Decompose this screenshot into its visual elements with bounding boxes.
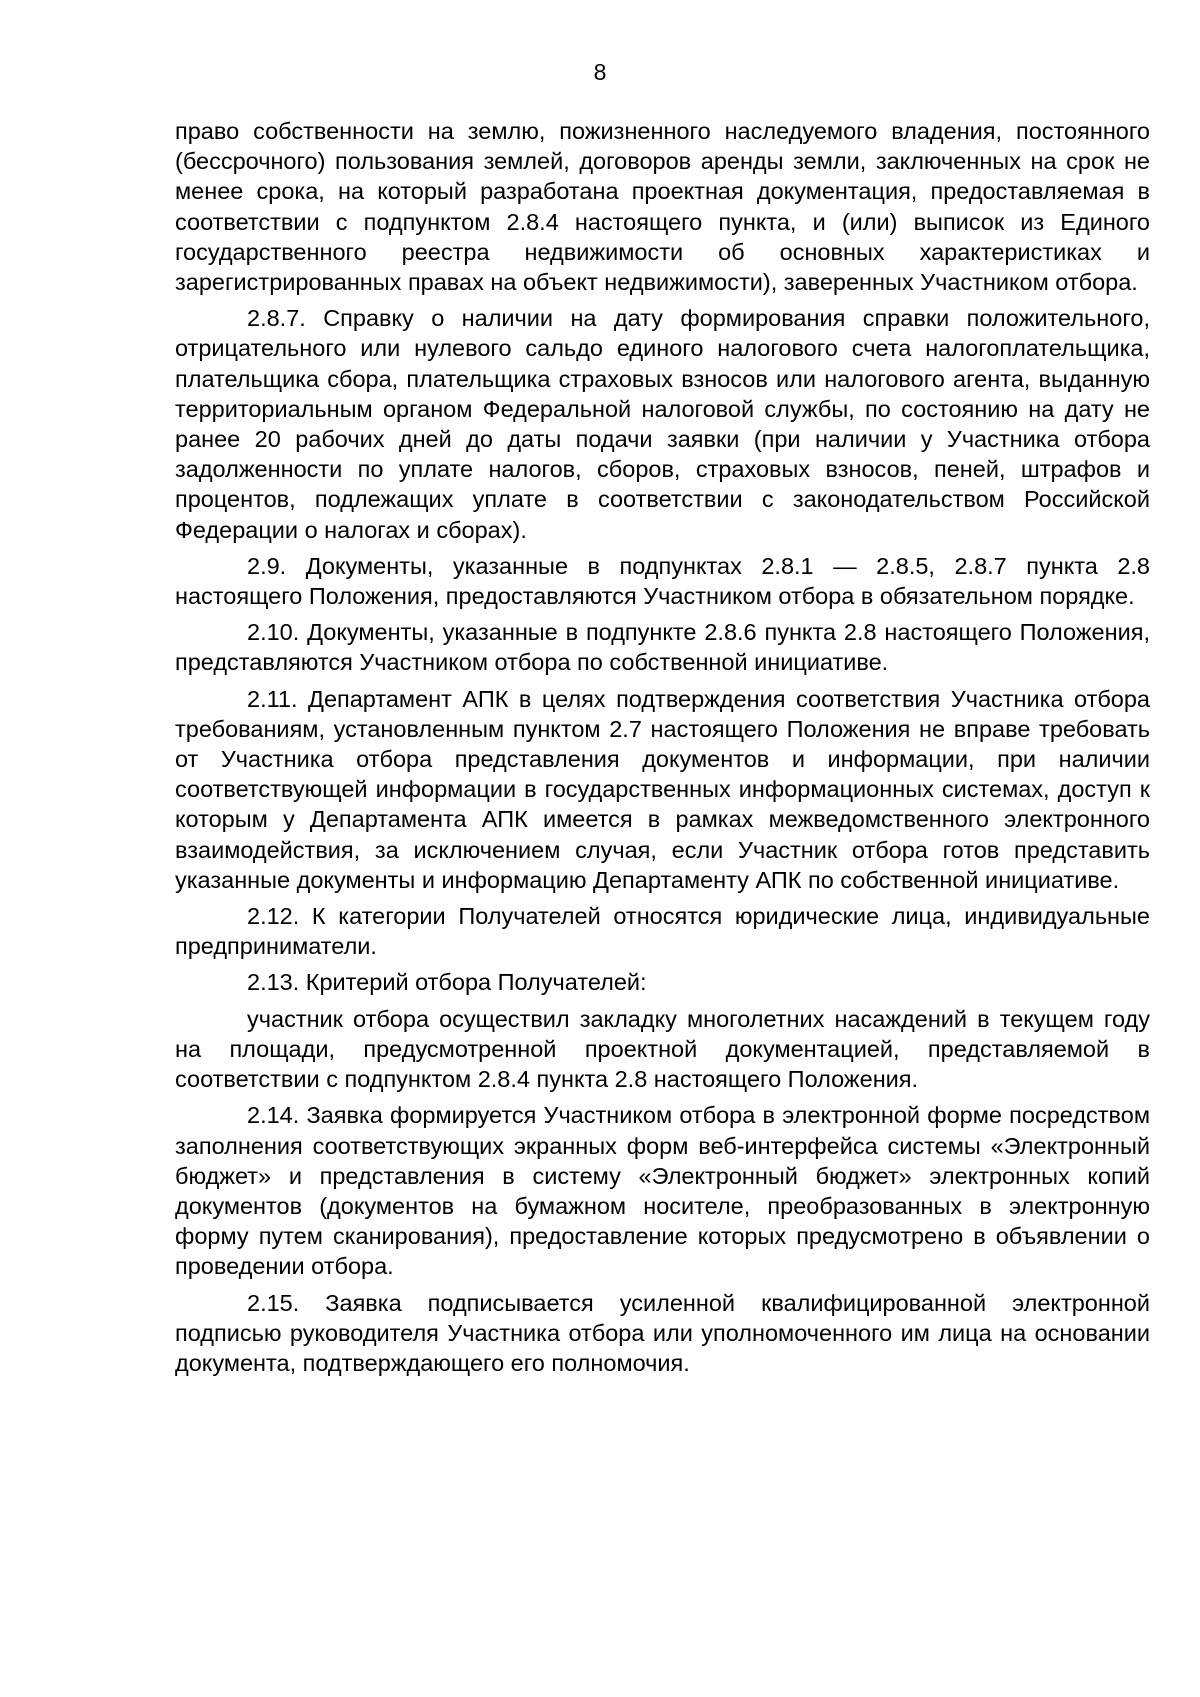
paragraph-2-9: 2.9. Документы, указанные в подпунктах 2.8.1 — 2.8.5, 2.8.7 пункта 2.8 настоящего Положения, предоставляются Участником отбора в обязательном порядке. bbox=[175, 552, 1150, 610]
paragraph-2-11: 2.11. Департамент АПК в целях подтверждения соответствия Участника отбора требованиям, установленным пунктом 2.7 настоящего Положения не вправе требовать от Участника отбора представления документов и информации, при наличии соответствующей информации в государственных информационных системах, доступ к которым у Департамента АПК имеется в рамках межведомственного электронного взаимодействия, за исключением случая, если Участник отбора готов представить указанные документы и информацию Департаменту АПК по собственной инициативе. bbox=[175, 685, 1150, 893]
paragraph-2-15: 2.15. Заявка подписывается усиленной квалифицированной электронной подписью руководителя Участника отбора или уполномоченного им лица на основании документа, подтверждающего его полномочия. bbox=[175, 1289, 1150, 1376]
page-number: 8 bbox=[593, 59, 607, 85]
paragraph-2-10: 2.10. Документы, указанные в подпункте 2.8.6 пункта 2.8 настоящего Положения, представляются Участником отбора по собственной инициативе. bbox=[175, 619, 1150, 676]
paragraph-2-13-criterion: участник отбора осуществил закладку многолетних насаждений в текущем году на площади, предусмотренной проектной документацией, представляемой в соответствии с подпунктом 2.8.4 пункта 2.8 настоящего Положения. bbox=[175, 1005, 1150, 1093]
paragraph-2-13: 2.13. Критерий отбора Получателей: bbox=[247, 969, 647, 996]
paragraph-continuation: право собственности на землю, пожизненного наследуемого владения, постоянного (бессрочного) пользования землей, договоров аренды земли, заключенных на срок не менее срока, на который разработана проектная документация, предоставляемая в соответствии с подпунктом 2.8.4 настоящего пункта, и (или) выписок из Единого государственного реестра недвижимости об основных характеристиках и зарегистрированных правах на объект недвижимости), заверенных Участником отбора. bbox=[175, 118, 1150, 296]
paragraph-2-14: 2.14. Заявка формируется Участником отбора в электронной форме посредством заполнения соответствующих экранных форм веб-интерфейса системы «Электронный бюджет» и представления в систему «Электронный бюджет» электронных копий документов (документов на бумажном носителе, преобразованных в электронную форму путем сканирования), предоставление которых предусмотрено в объявлении о проведении отбора. bbox=[175, 1102, 1150, 1280]
document-body bbox=[175, 116, 1150, 1384]
paragraph-2-12: 2.12. К категории Получателей относятся юридические лица, индивидуальные предприниматели. bbox=[175, 903, 1150, 960]
paragraph-2-8-7: 2.8.7. Справку о наличии на дату формирования справки положительного, отрицательного или нулевого сальдо единого налогового счета налогоплательщика, плательщика сбора, плательщика страховых взносов или налогового агента, выданную территориальным органом Федеральной налоговой службы, по состоянию на дату не ранее 20 рабочих дней до даты подачи заявки (при наличии у Участника отбора задолженности по уплате налогов, сборов, страховых взносов, пеней, штрафов и процентов, подлежащих уплате в соответствии с законодательством Российской Федерации о налогах и сборах). bbox=[175, 305, 1150, 543]
